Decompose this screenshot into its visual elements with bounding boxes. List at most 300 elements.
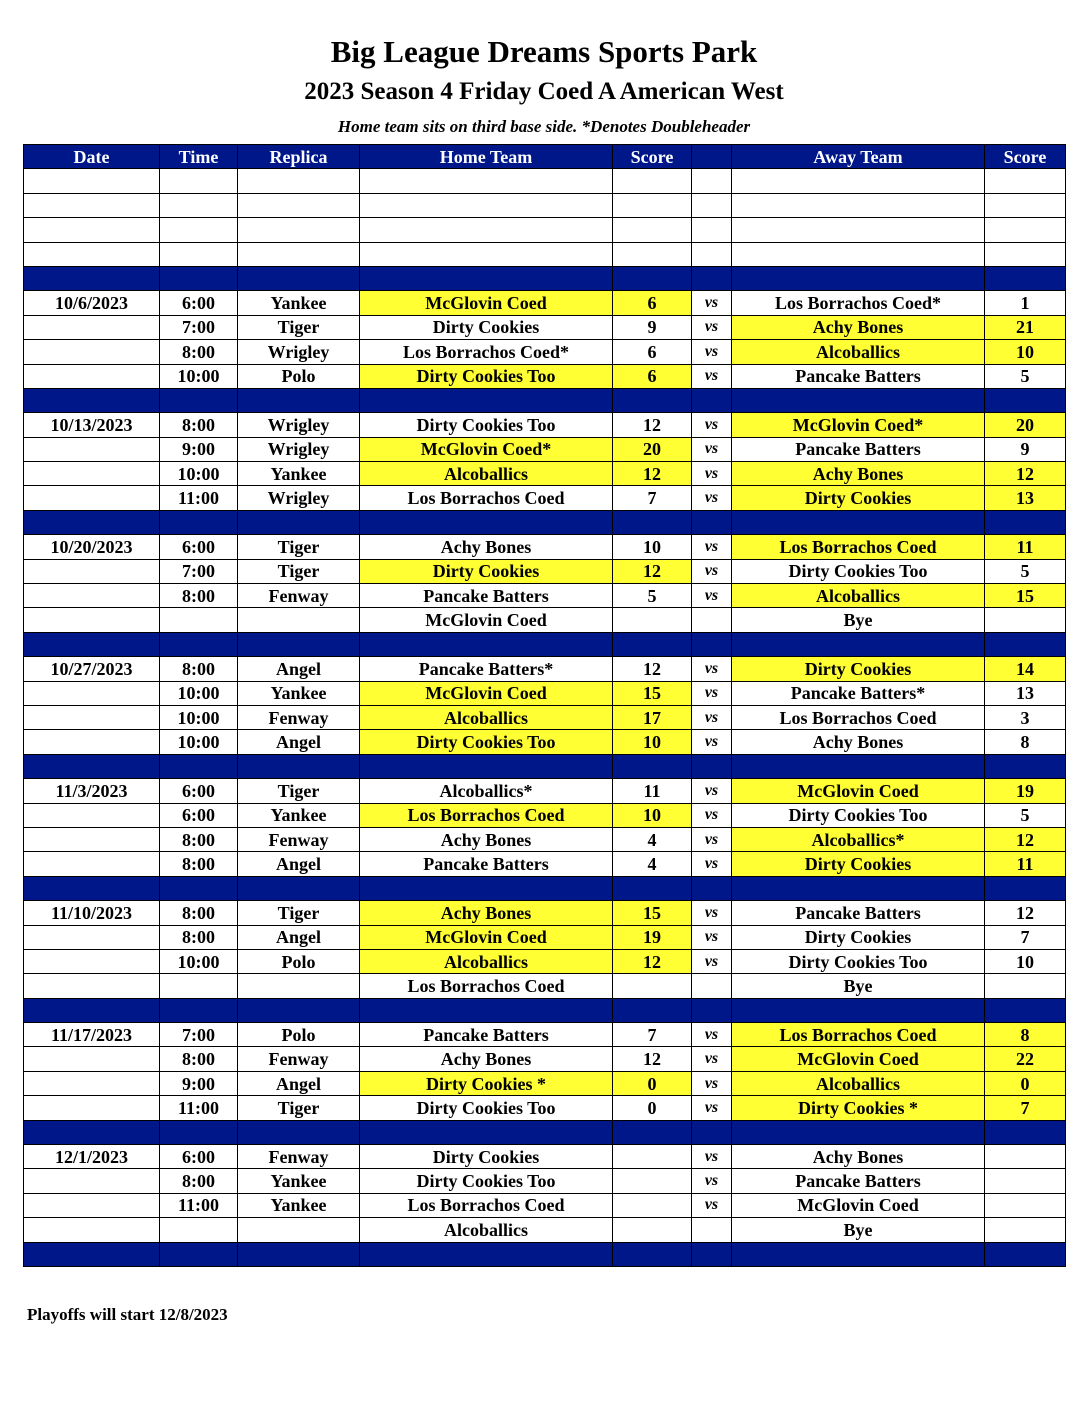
blank-cell [613,169,692,193]
header-row [24,145,1066,169]
vs-cell: vs [692,486,732,510]
separator-cell [732,1242,985,1266]
time-cell: 10:00 [160,705,238,729]
separator-row [24,266,1066,290]
away-team-cell: Los Borrachos Coed [732,535,985,559]
vs-cell: vs [692,827,732,851]
date-cell [24,437,160,461]
game-row [24,1218,1066,1242]
game-row [24,413,1066,437]
blank-cell [24,218,160,242]
blank-row [24,169,1066,193]
home-score-cell: 7 [613,486,692,510]
date-cell [24,462,160,486]
date-cell: 10/13/2023 [24,413,160,437]
vs-cell: vs [692,705,732,729]
away-score-cell [985,1145,1066,1169]
blank-cell [24,169,160,193]
time-cell: 8:00 [160,657,238,681]
vs-cell: vs [692,413,732,437]
separator-cell [360,388,613,412]
replica-cell: Yankee [238,1193,360,1217]
away-score-cell: 21 [985,315,1066,339]
time-cell: 8:00 [160,340,238,364]
time-cell: 7:00 [160,315,238,339]
home-score-cell: 17 [613,705,692,729]
away-team-cell: Achy Bones [732,730,985,754]
blank-cell [732,193,985,217]
replica-cell: Wrigley [238,413,360,437]
blank-cell [732,218,985,242]
separator-cell [985,266,1066,290]
away-team-cell: Dirty Cookies [732,657,985,681]
home-team-cell: Pancake Batters* [360,657,613,681]
game-row [24,925,1066,949]
col-away-team: Away Team [732,145,985,169]
separator-cell [732,388,985,412]
date-cell: 11/10/2023 [24,901,160,925]
home-team-cell: Dirty Cookies Too [360,1169,613,1193]
home-score-cell: 0 [613,1071,692,1095]
time-cell: 6:00 [160,291,238,315]
away-score-cell: 12 [985,462,1066,486]
away-score-cell: 10 [985,949,1066,973]
vs-cell: vs [692,949,732,973]
time-cell: 8:00 [160,901,238,925]
time-cell: 10:00 [160,949,238,973]
separator-cell [360,876,613,900]
vs-cell: vs [692,364,732,388]
blank-cell [238,242,360,266]
blank-cell [360,242,613,266]
date-cell [24,608,160,632]
blank-cell [160,242,238,266]
home-score-cell: 12 [613,559,692,583]
blank-cell [24,242,160,266]
separator-cell [613,510,692,534]
away-team-cell: Pancake Batters [732,364,985,388]
separator-cell [692,1120,732,1144]
away-score-cell: 5 [985,364,1066,388]
separator-cell [985,998,1066,1022]
game-row [24,462,1066,486]
away-team-cell: Pancake Batters [732,901,985,925]
blank-cell [985,218,1066,242]
home-team-cell: Alcoballics [360,705,613,729]
separator-cell [24,876,160,900]
date-cell: 10/6/2023 [24,291,160,315]
blank-cell [692,193,732,217]
time-cell: 9:00 [160,1071,238,1095]
blank-cell [360,169,613,193]
away-team-cell: McGlovin Coed [732,1193,985,1217]
time-cell: 7:00 [160,1023,238,1047]
blank-cell [160,193,238,217]
replica-cell: Tiger [238,779,360,803]
away-score-cell [985,1218,1066,1242]
away-score-cell: 0 [985,1071,1066,1095]
date-cell [24,827,160,851]
game-row [24,1169,1066,1193]
separator-cell [238,388,360,412]
date-cell [24,584,160,608]
replica-cell: Wrigley [238,340,360,364]
home-score-cell [613,1169,692,1193]
away-score-cell: 8 [985,1023,1066,1047]
away-score-cell [985,608,1066,632]
vs-cell: vs [692,291,732,315]
vs-cell: vs [692,852,732,876]
home-score-cell: 6 [613,291,692,315]
vs-cell: vs [692,462,732,486]
separator-cell [985,388,1066,412]
separator-cell [613,266,692,290]
away-score-cell: 1 [985,291,1066,315]
date-cell [24,1218,160,1242]
blank-cell [160,218,238,242]
date-cell [24,1071,160,1095]
home-score-cell: 10 [613,730,692,754]
home-team-cell: Pancake Batters [360,1023,613,1047]
separator-cell [360,1242,613,1266]
replica-cell: Angel [238,657,360,681]
separator-cell [160,876,238,900]
vs-cell [692,608,732,632]
separator-cell [360,632,613,656]
game-row [24,291,1066,315]
home-team-cell: Alcoballics* [360,779,613,803]
away-score-cell: 20 [985,413,1066,437]
separator-cell [613,876,692,900]
separator-cell [613,632,692,656]
game-row [24,1071,1066,1095]
separator-cell [24,754,160,778]
col-away-score: Score [985,145,1066,169]
separator-cell [24,1120,160,1144]
separator-cell [732,998,985,1022]
blank-cell [613,242,692,266]
separator-cell [238,1120,360,1144]
separator-cell [24,510,160,534]
game-row [24,1047,1066,1071]
separator-cell [160,510,238,534]
away-team-cell: Los Borrachos Coed [732,1023,985,1047]
time-cell: 6:00 [160,803,238,827]
home-team-cell: Dirty Cookies Too [360,364,613,388]
home-team-cell: Achy Bones [360,535,613,559]
blank-row [24,218,1066,242]
time-cell: 10:00 [160,364,238,388]
replica-cell: Polo [238,949,360,973]
date-cell [24,486,160,510]
away-team-cell: Alcoballics [732,340,985,364]
home-team-cell: Dirty Cookies [360,315,613,339]
home-score-cell [613,608,692,632]
replica-cell: Tiger [238,535,360,559]
separator-cell [732,632,985,656]
away-score-cell: 9 [985,437,1066,461]
away-team-cell: Los Borrachos Coed* [732,291,985,315]
home-team-cell: Los Borrachos Coed [360,803,613,827]
time-cell: 11:00 [160,486,238,510]
vs-cell: vs [692,1096,732,1120]
game-row [24,486,1066,510]
home-team-cell: Dirty Cookies Too [360,413,613,437]
separator-cell [692,998,732,1022]
home-score-cell: 15 [613,681,692,705]
date-cell: 10/20/2023 [24,535,160,559]
game-row [24,827,1066,851]
away-score-cell: 11 [985,535,1066,559]
col-home-team: Home Team [360,145,613,169]
game-row [24,803,1066,827]
blank-cell [360,218,613,242]
date-cell [24,925,160,949]
time-cell: 10:00 [160,730,238,754]
blank-cell [360,193,613,217]
separator-cell [985,754,1066,778]
separator-cell [360,510,613,534]
col-date: Date [24,145,160,169]
separator-row [24,632,1066,656]
home-score-cell: 4 [613,827,692,851]
replica-cell: Tiger [238,315,360,339]
separator-cell [613,754,692,778]
separator-row [24,998,1066,1022]
game-row [24,437,1066,461]
blank-cell [238,169,360,193]
game-row [24,949,1066,973]
home-score-cell: 12 [613,462,692,486]
blank-cell [613,193,692,217]
separator-row [24,754,1066,778]
col-replica: Replica [238,145,360,169]
away-team-cell: Alcoballics* [732,827,985,851]
away-team-cell: Pancake Batters [732,1169,985,1193]
vs-cell: vs [692,1145,732,1169]
away-score-cell: 5 [985,559,1066,583]
home-team-cell: Los Borrachos Coed [360,1193,613,1217]
separator-cell [692,510,732,534]
time-cell: 6:00 [160,1145,238,1169]
away-team-cell: Achy Bones [732,1145,985,1169]
vs-cell: vs [692,925,732,949]
home-team-cell: Dirty Cookies Too [360,1096,613,1120]
away-team-cell: Dirty Cookies [732,852,985,876]
away-score-cell: 5 [985,803,1066,827]
away-score-cell: 12 [985,901,1066,925]
home-team-cell: Pancake Batters [360,584,613,608]
away-team-cell: Los Borrachos Coed [732,705,985,729]
away-score-cell: 13 [985,486,1066,510]
page-subtitle: 2023 Season 4 Friday Coed A American West [304,78,784,105]
home-score-cell: 0 [613,1096,692,1120]
away-team-cell: Bye [732,608,985,632]
date-cell [24,315,160,339]
vs-cell: vs [692,535,732,559]
home-score-cell: 12 [613,413,692,437]
vs-cell: vs [692,1023,732,1047]
separator-row [24,388,1066,412]
date-cell [24,559,160,583]
vs-cell: vs [692,437,732,461]
away-team-cell: McGlovin Coed* [732,413,985,437]
replica-cell: Fenway [238,1047,360,1071]
time-cell: 8:00 [160,584,238,608]
separator-cell [238,876,360,900]
time-cell: 8:00 [160,925,238,949]
replica-cell: Angel [238,925,360,949]
time-cell: 8:00 [160,413,238,437]
replica-cell: Tiger [238,901,360,925]
time-cell: 8:00 [160,852,238,876]
replica-cell: Angel [238,1071,360,1095]
date-cell [24,1193,160,1217]
away-team-cell: Bye [732,974,985,998]
time-cell [160,974,238,998]
separator-cell [360,998,613,1022]
separator-cell [613,388,692,412]
home-score-cell: 6 [613,340,692,364]
game-row [24,1023,1066,1047]
game-row [24,657,1066,681]
away-score-cell: 13 [985,681,1066,705]
home-score-cell: 12 [613,949,692,973]
away-team-cell: Dirty Cookies Too [732,803,985,827]
separator-cell [238,1242,360,1266]
time-cell [160,1218,238,1242]
schedule-table [23,144,1066,1267]
separator-cell [160,388,238,412]
blank-cell [732,169,985,193]
separator-cell [985,510,1066,534]
separator-cell [692,266,732,290]
vs-cell: vs [692,1071,732,1095]
time-cell: 9:00 [160,437,238,461]
away-score-cell [985,974,1066,998]
replica-cell: Tiger [238,559,360,583]
replica-cell: Yankee [238,681,360,705]
away-score-cell: 12 [985,827,1066,851]
blank-cell [692,242,732,266]
vs-cell: vs [692,315,732,339]
home-score-cell: 5 [613,584,692,608]
home-score-cell: 6 [613,364,692,388]
separator-cell [732,1120,985,1144]
away-score-cell: 15 [985,584,1066,608]
home-team-cell: Dirty Cookies Too [360,730,613,754]
home-team-cell: McGlovin Coed [360,291,613,315]
separator-cell [160,998,238,1022]
date-cell [24,852,160,876]
separator-cell [732,266,985,290]
blank-cell [160,169,238,193]
date-cell [24,803,160,827]
home-team-cell: Dirty Cookies * [360,1071,613,1095]
separator-cell [24,388,160,412]
game-row [24,681,1066,705]
home-score-cell: 12 [613,657,692,681]
date-cell: 10/27/2023 [24,657,160,681]
away-team-cell: Alcoballics [732,1071,985,1095]
separator-cell [24,998,160,1022]
replica-cell: Polo [238,1023,360,1047]
replica-cell: Fenway [238,705,360,729]
time-cell: 8:00 [160,827,238,851]
time-cell: 10:00 [160,681,238,705]
away-score-cell: 7 [985,925,1066,949]
date-cell [24,1096,160,1120]
away-score-cell: 22 [985,1047,1066,1071]
home-score-cell: 19 [613,925,692,949]
game-row [24,1193,1066,1217]
away-team-cell: Dirty Cookies [732,925,985,949]
separator-cell [238,632,360,656]
home-team-cell: McGlovin Coed [360,681,613,705]
separator-cell [360,1120,613,1144]
separator-cell [238,510,360,534]
replica-cell: Tiger [238,1096,360,1120]
time-cell: 10:00 [160,462,238,486]
game-row [24,535,1066,559]
away-team-cell: Dirty Cookies Too [732,949,985,973]
home-team-cell: Los Borrachos Coed* [360,340,613,364]
home-team-cell: Dirty Cookies [360,559,613,583]
separator-cell [360,754,613,778]
date-cell [24,730,160,754]
date-cell [24,705,160,729]
replica-cell [238,974,360,998]
away-team-cell: Pancake Batters [732,437,985,461]
away-score-cell: 14 [985,657,1066,681]
away-team-cell: Dirty Cookies * [732,1096,985,1120]
game-row [24,779,1066,803]
replica-cell: Wrigley [238,437,360,461]
replica-cell: Yankee [238,1169,360,1193]
away-team-cell: Achy Bones [732,462,985,486]
vs-cell: vs [692,584,732,608]
home-score-cell: 10 [613,803,692,827]
away-team-cell: Dirty Cookies Too [732,559,985,583]
home-score-cell: 10 [613,535,692,559]
away-team-cell: Alcoballics [732,584,985,608]
vs-cell: vs [692,1169,732,1193]
date-cell: 11/3/2023 [24,779,160,803]
separator-cell [985,632,1066,656]
home-score-cell [613,1218,692,1242]
vs-cell: vs [692,1193,732,1217]
time-cell: 8:00 [160,1047,238,1071]
away-team-cell: Achy Bones [732,315,985,339]
game-row [24,559,1066,583]
blank-cell [985,169,1066,193]
separator-cell [160,632,238,656]
game-row [24,852,1066,876]
home-score-cell [613,1145,692,1169]
separator-cell [613,1242,692,1266]
game-row [24,315,1066,339]
vs-cell: vs [692,730,732,754]
blank-cell [238,193,360,217]
away-score-cell: 3 [985,705,1066,729]
home-team-cell: Achy Bones [360,901,613,925]
vs-cell: vs [692,657,732,681]
home-team-cell: Los Borrachos Coed [360,486,613,510]
replica-cell: Polo [238,364,360,388]
blank-cell [732,242,985,266]
game-row [24,364,1066,388]
blank-cell [692,169,732,193]
